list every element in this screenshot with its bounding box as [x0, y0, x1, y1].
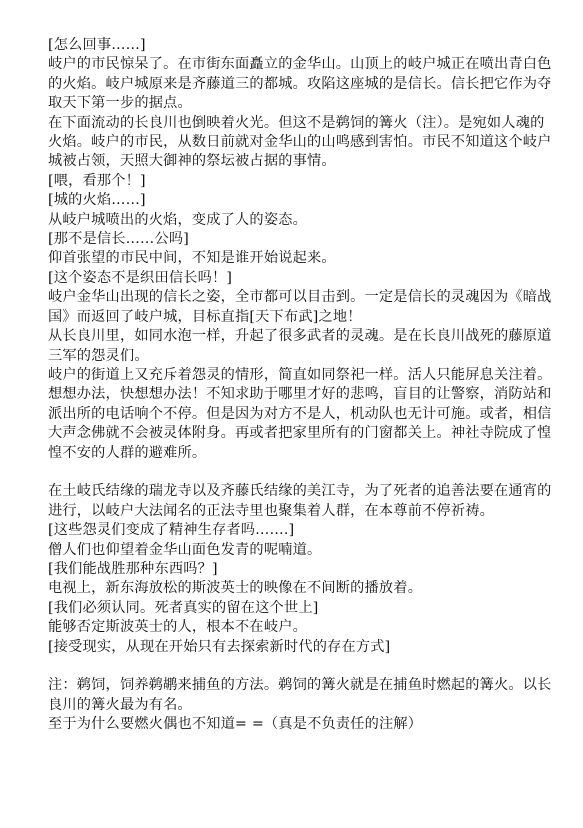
line-flame-human-form: 从岐户城喷出的火焰，变成了人的姿态。 [48, 211, 307, 228]
paragraph-nagara-river: 在下面流动的长良川也倒映着火光。但这不是鹈饲的篝火（注）。是宛如人魂的火焰。岐户的市民，从数日前就对金华山的山鸣感到害怕。市民不知道这个岐户城被占领，天照大御神的祭坛被占据的事情。 [48, 114, 552, 170]
note-translator-comment: 至于为什么要燃火偶也不知道= =（真是不负责任的注解） [48, 716, 423, 733]
paragraph-panic: 想想办法，快想想办法！不知求助于哪里才好的悲鸣，盲目的让警察，消防站和派出所的电话响个不停。但是因为对方不是人，机动队也无计可施。或者，相信大声念佛就不会被灵体附身。再或者把家里所有的门窗都关上。神社寺院成了惶惶不安的人群的避难所。 [48, 386, 552, 461]
line-bracket-must-accept: [我们必须认同。死者真实的留在这个世上] [48, 599, 319, 616]
paragraph-citizens-stunned: 岐户的市民惊呆了。在市街东面矗立的金华山。山顶上的岐户城正在喷出青白色的火焰。岐户城原来是齐藤道三的都城。攻陷这座城的是信长。信长把它作为夺取天下第一步的据点。 [48, 56, 552, 112]
blank-line [48, 657, 554, 676]
paragraph-temples: 在土岐氏结缘的瑞龙寺以及齐藤氏结缘的美江寺，为了死者的追善法要在通宵的进行，以岐户大法闻名的正法寺里也聚集着人群，在本尊前不停祈祷。 [48, 483, 552, 519]
line-bracket-castle-flame: [城的火焰……] [48, 192, 146, 209]
line-bracket-accept-reality: [接受现实，从现在开始只有去探索新时代的存在方式] [48, 638, 391, 655]
line-tv-broadcast: 电视上，新东海放松的斯波英士的映像在不间断的播放着。 [48, 580, 423, 597]
line-bracket-spirits-survivors: [这些怨灵们变成了精神生存者吗…….] [48, 522, 295, 539]
note-cormorant-fishing: 注：鹈饲，饲养鹈鹕来捕鱼的方法。鹈饲的篝火就是在捕鱼时燃起的篝火。以长良川的篝火最为有名。 [48, 677, 552, 713]
line-monks-murmur: 僧人们也仰望着金华山面色发青的呢喃道。 [48, 541, 322, 558]
line-bracket-nobunaga: [那不是信长……公吗] [48, 231, 189, 248]
line-bracket-oda: [这个姿态不是织田信长吗！] [48, 269, 233, 286]
paragraph-warrior-spirits: 从长良川里，如同水泡一样，升起了很多武者的灵魂。是在长良川战死的藤原道三军的怨灵们。 [48, 328, 552, 364]
blank-line [48, 463, 554, 482]
line-bracket-can-we-win: [我们能战胜那种东西吗？] [48, 560, 218, 577]
document-body [48, 36, 554, 735]
paragraph-nobunaga-appears: 岐户金华山出现的信长之姿，全市都可以目击到。一定是信长的灵魂因为《暗战国》而返回了岐户城，目标直指[天下布武]之地！ [48, 289, 552, 325]
paragraph-streets-vengeful: 岐户的街道上又充斥着怨灵的情形，简直如同祭祀一样。活人只能屏息关注着。 [48, 366, 552, 383]
line-bracket-look: [喂，看那个！] [48, 172, 146, 189]
line-no-one-denies: 能够否定斯波英士的人，根本不在岐户。 [48, 619, 307, 636]
line-citizens-talk: 仰首张望的市民中间，不知是谁开始说起来。 [48, 250, 336, 267]
line-bracket-what-happened: [怎么回事……] [48, 37, 146, 53]
